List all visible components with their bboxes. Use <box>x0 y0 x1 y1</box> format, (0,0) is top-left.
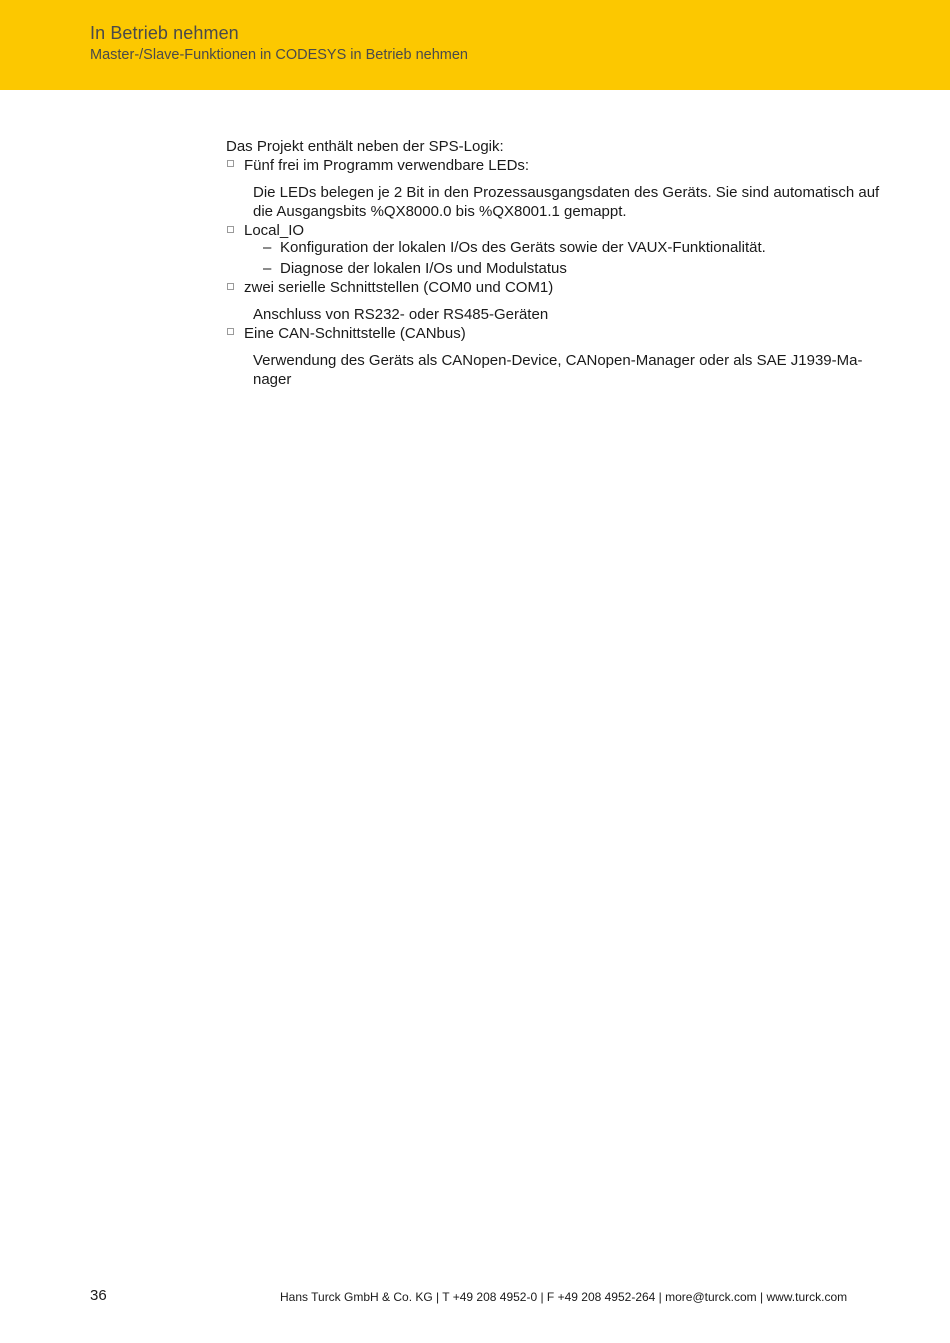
list-item-label: Local_IO <box>244 222 305 239</box>
sub-list-item: Diagnose der lokalen I/Os und Modulstatus <box>280 260 567 277</box>
list-item-description: nager <box>253 371 292 388</box>
list-item-description: die Ausgangsbits %QX8000.0 bis %QX8001.1 gemappt. <box>253 203 627 220</box>
header-subtitle: Master-/Slave-Funktionen in CODESYS in Betrieb nehmen <box>90 47 468 63</box>
list-item-description: Verwendung des Geräts als CANopen-Device, CANopen-Manager oder als SAE J1939-Ma- <box>253 352 863 369</box>
list-item-description: Die LEDs belegen je 2 Bit in den Prozessausgangsdaten des Geräts. Sie sind automatisch auf <box>253 184 880 201</box>
dash-icon: – <box>263 239 272 256</box>
list-item-label: Fünf frei im Programm verwendbare LEDs: <box>244 157 530 174</box>
sub-list-item: Konfiguration der lokalen I/Os des Geräts sowie der VAUX-Funktionalität. <box>280 239 766 256</box>
list-item-label: Eine CAN-Schnittstelle (CANbus) <box>244 325 466 342</box>
page-header <box>0 0 950 90</box>
page-number: 36 <box>90 1287 107 1304</box>
bullet-square-icon <box>227 226 234 233</box>
footer-company-info: Hans Turck GmbH & Co. KG | T +49 208 4952-0 | F +49 208 4952-264 | more@turck.com | www.turck.com <box>280 1290 848 1304</box>
list-item-description: Anschluss von RS232- oder RS485-Geräten <box>253 306 549 323</box>
dash-icon: – <box>263 260 272 277</box>
bullet-square-icon <box>227 283 234 290</box>
intro-text: Das Projekt enthält neben der SPS-Logik: <box>226 138 504 155</box>
list-item-label: zwei serielle Schnittstellen (COM0 und COM1) <box>244 279 554 296</box>
header-title: In Betrieb nehmen <box>90 23 239 43</box>
bullet-square-icon <box>227 328 234 335</box>
bullet-square-icon <box>227 160 234 167</box>
